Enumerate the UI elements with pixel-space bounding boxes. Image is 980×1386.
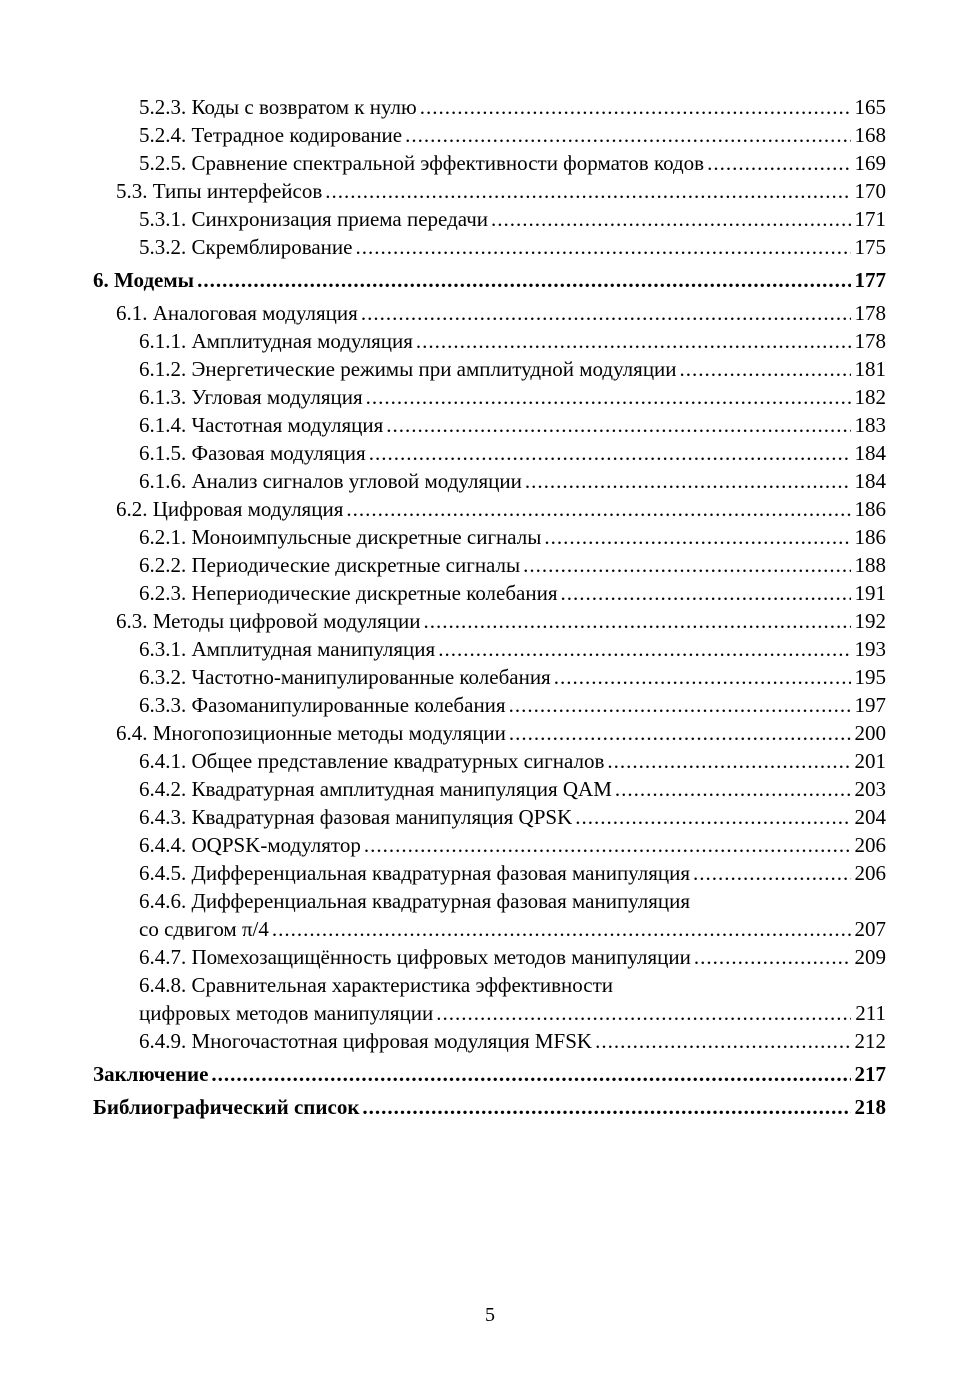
toc-entry-title-line1[interactable]: 6.4.6. Дифференциальная квадратурная фазовая манипуляция xyxy=(139,889,691,913)
toc-entry-title: 6.4.4. OQPSK-модулятор xyxy=(139,833,361,857)
toc-entry-page: 186 xyxy=(854,525,886,549)
toc-entry-page: 178 xyxy=(854,329,886,353)
toc-entry-page: 207 xyxy=(854,917,886,941)
toc-entry-page: 200 xyxy=(854,721,886,745)
toc-entry-page: 170 xyxy=(854,179,886,203)
toc-entry-title: 6.4.9. Многочастотная цифровая модуляция MFSK xyxy=(139,1029,593,1053)
dot-leader xyxy=(438,635,850,663)
toc-entry-title: 6.4.1. Общее представление квадратурных сигналов xyxy=(139,749,605,773)
toc-entry-title: 6.3.3. Фазоманипулированные колебания xyxy=(139,693,506,717)
dot-leader xyxy=(525,467,851,495)
dot-leader xyxy=(680,355,851,383)
toc-entry-page: 212 xyxy=(854,1029,886,1053)
toc-entry-title: 6.1.1. Амплитудная модуляция xyxy=(139,329,413,353)
toc-entry-title: цифровых методов манипуляции xyxy=(139,1001,434,1025)
dot-leader xyxy=(544,523,850,551)
page-number: 5 xyxy=(485,1304,495,1326)
toc-entry-page: 193 xyxy=(854,637,886,661)
toc-entry[interactable] xyxy=(93,719,886,747)
dot-leader xyxy=(509,719,851,747)
toc-entry-title: 6.4.7. Помехозащищённость цифровых методов манипуляции xyxy=(139,945,691,969)
toc-entry-page: 206 xyxy=(854,861,886,885)
toc-entry-title: 6.1.5. Фазовая модуляция xyxy=(139,441,366,465)
toc-entry[interactable] xyxy=(93,747,886,775)
toc-entry-title: 6.1.2. Энергетические режимы при амплитудной модуляции xyxy=(139,357,677,381)
toc-chapter-entry[interactable] xyxy=(93,1060,886,1088)
toc-entry[interactable] xyxy=(93,831,886,859)
toc-entry-page: 171 xyxy=(854,207,886,231)
toc-entry-page: 183 xyxy=(854,413,886,437)
toc-entry-title: 6.4.2. Квадратурная амплитудная манипуляция QAM xyxy=(139,777,612,801)
toc-entry-page: 177 xyxy=(854,268,886,292)
toc-entry[interactable] xyxy=(93,233,886,261)
dot-leader xyxy=(355,233,850,261)
toc-entry-page: 201 xyxy=(854,749,886,773)
toc-entry-page: 197 xyxy=(854,693,886,717)
dot-leader xyxy=(694,943,851,971)
toc-entry-title: 6.4. Многопозиционные методы модуляции xyxy=(116,721,506,745)
dot-leader xyxy=(346,495,850,523)
toc-entry-page: 175 xyxy=(854,235,886,259)
toc-entry[interactable] xyxy=(93,691,886,719)
toc-entry-page: 186 xyxy=(854,497,886,521)
toc-entry[interactable] xyxy=(93,663,886,691)
toc-entry[interactable] xyxy=(93,607,886,635)
toc-entry-title: 6.1.4. Частотная модуляция xyxy=(139,413,384,437)
toc-entry-page: 188 xyxy=(854,553,886,577)
toc-entry-title: 5.2.3. Коды с возвратом к нулю xyxy=(139,95,417,119)
toc-chapter-entry[interactable] xyxy=(93,266,886,294)
dot-leader xyxy=(575,803,850,831)
dot-leader xyxy=(420,93,851,121)
dot-leader xyxy=(523,551,850,579)
toc-entry-title: 5.2.4. Тетрадное кодирование xyxy=(139,123,403,147)
toc-entry[interactable] xyxy=(93,205,886,233)
toc-entry-page: 195 xyxy=(854,665,886,689)
toc-entry-page: 181 xyxy=(854,357,886,381)
dot-leader xyxy=(197,266,850,294)
toc-entry[interactable] xyxy=(93,1027,886,1055)
toc-entry[interactable] xyxy=(93,999,886,1027)
toc-entry-page: 184 xyxy=(854,441,886,465)
toc-entry-title: 6.4.5. Дифференциальная квадратурная фазовая манипуляция xyxy=(139,861,691,885)
toc-entry-title: 6.2.1. Моноимпульсные дискретные сигналы xyxy=(139,525,542,549)
toc-entry[interactable] xyxy=(93,411,886,439)
toc-entry[interactable] xyxy=(93,383,886,411)
dot-leader xyxy=(693,859,850,887)
toc-entry[interactable] xyxy=(93,523,886,551)
toc-entry-page: 204 xyxy=(854,805,886,829)
dot-leader xyxy=(272,915,851,943)
dot-leader xyxy=(554,663,851,691)
toc-entry[interactable] xyxy=(93,327,886,355)
dot-leader xyxy=(361,299,851,327)
toc-entry-title: Библиографический список xyxy=(93,1095,360,1119)
dot-leader xyxy=(436,999,851,1027)
toc-entry-page: 203 xyxy=(854,777,886,801)
toc-entry[interactable] xyxy=(93,943,886,971)
toc-entry-title: 6.4.3. Квадратурная фазовая манипуляция QPSK xyxy=(139,805,573,829)
toc-entry-page: 169 xyxy=(854,151,886,175)
toc-entry-title: со сдвигом π/4 xyxy=(139,917,269,941)
toc-entry-page: 168 xyxy=(854,123,886,147)
dot-leader xyxy=(362,1093,850,1121)
toc-entry-title-line1[interactable]: 6.4.8. Сравнительная характеристика эффективности xyxy=(139,973,614,997)
toc-entry[interactable] xyxy=(93,177,886,205)
toc-entry[interactable] xyxy=(93,803,886,831)
toc-entry[interactable] xyxy=(93,121,886,149)
toc-entry[interactable] xyxy=(93,495,886,523)
dot-leader xyxy=(607,747,850,775)
toc-entry-title: 5.3.2. Скремблирование xyxy=(139,235,353,259)
dot-leader xyxy=(211,1060,850,1088)
toc-entry[interactable] xyxy=(93,635,886,663)
toc-entry-page: 165 xyxy=(854,95,886,119)
toc-entry-page: 211 xyxy=(855,1001,886,1025)
toc-entry-page: 192 xyxy=(854,609,886,633)
toc-entry[interactable] xyxy=(93,915,886,943)
toc-entry[interactable] xyxy=(93,439,886,467)
toc-entry[interactable] xyxy=(93,93,886,121)
toc-entry-title: Заключение xyxy=(93,1062,209,1086)
dot-leader xyxy=(491,205,850,233)
toc-entry-title: 6.1. Аналоговая модуляция xyxy=(116,301,358,325)
toc-entry-title: 5.2.5. Сравнение спектральной эффективности форматов кодов xyxy=(139,151,705,175)
toc-entry-page: 206 xyxy=(854,833,886,857)
toc-entry[interactable] xyxy=(93,579,886,607)
toc-chapter-entry[interactable] xyxy=(93,1093,886,1121)
toc-entry-title: 6.3.1. Амплитудная манипуляция xyxy=(139,637,436,661)
toc-entry-page: 191 xyxy=(854,581,886,605)
table-of-contents xyxy=(93,93,886,1121)
toc-entry-page: 209 xyxy=(854,945,886,969)
dot-leader xyxy=(416,327,851,355)
toc-entry-page: 184 xyxy=(854,469,886,493)
dot-leader xyxy=(561,579,851,607)
toc-entry-title: 5.3.1. Синхронизация приема передачи xyxy=(139,207,489,231)
dot-leader xyxy=(707,149,850,177)
toc-entry[interactable] xyxy=(93,551,886,579)
toc-entry-title: 6.1.6. Анализ сигналов угловой модуляции xyxy=(139,469,522,493)
toc-entry-title: 6.1.3. Угловая модуляция xyxy=(139,385,363,409)
toc-entry-title: 6.3. Методы цифровой модуляции xyxy=(116,609,421,633)
toc-entry[interactable] xyxy=(93,775,886,803)
dot-leader xyxy=(615,775,851,803)
toc-entry[interactable] xyxy=(93,299,886,327)
dot-leader xyxy=(509,691,851,719)
dot-leader xyxy=(369,439,851,467)
toc-entry-title: 5.3. Типы интерфейсов xyxy=(116,179,323,203)
dot-leader xyxy=(386,411,850,439)
toc-entry[interactable] xyxy=(93,355,886,383)
toc-entry-title: 6.2. Цифровая модуляция xyxy=(116,497,344,521)
dot-leader xyxy=(595,1027,850,1055)
toc-entry-page: 218 xyxy=(854,1095,886,1119)
toc-entry-title: 6.2.2. Периодические дискретные сигналы xyxy=(139,553,521,577)
dot-leader xyxy=(325,177,850,205)
dot-leader xyxy=(423,607,850,635)
toc-entry-title: 6.3.2. Частотно-манипулированные колебания xyxy=(139,665,551,689)
toc-entry-page: 178 xyxy=(854,301,886,325)
toc-entry[interactable] xyxy=(93,467,886,495)
toc-entry-page: 182 xyxy=(854,385,886,409)
toc-entry-page: 217 xyxy=(854,1062,886,1086)
toc-entry-title: 6. Модемы xyxy=(93,268,195,292)
dot-leader xyxy=(405,121,850,149)
dot-leader xyxy=(366,383,851,411)
toc-entry[interactable] xyxy=(93,149,886,177)
toc-entry-title: 6.2.3. Непериодические дискретные колебания xyxy=(139,581,558,605)
dot-leader xyxy=(364,831,851,859)
toc-entry[interactable] xyxy=(93,859,886,887)
